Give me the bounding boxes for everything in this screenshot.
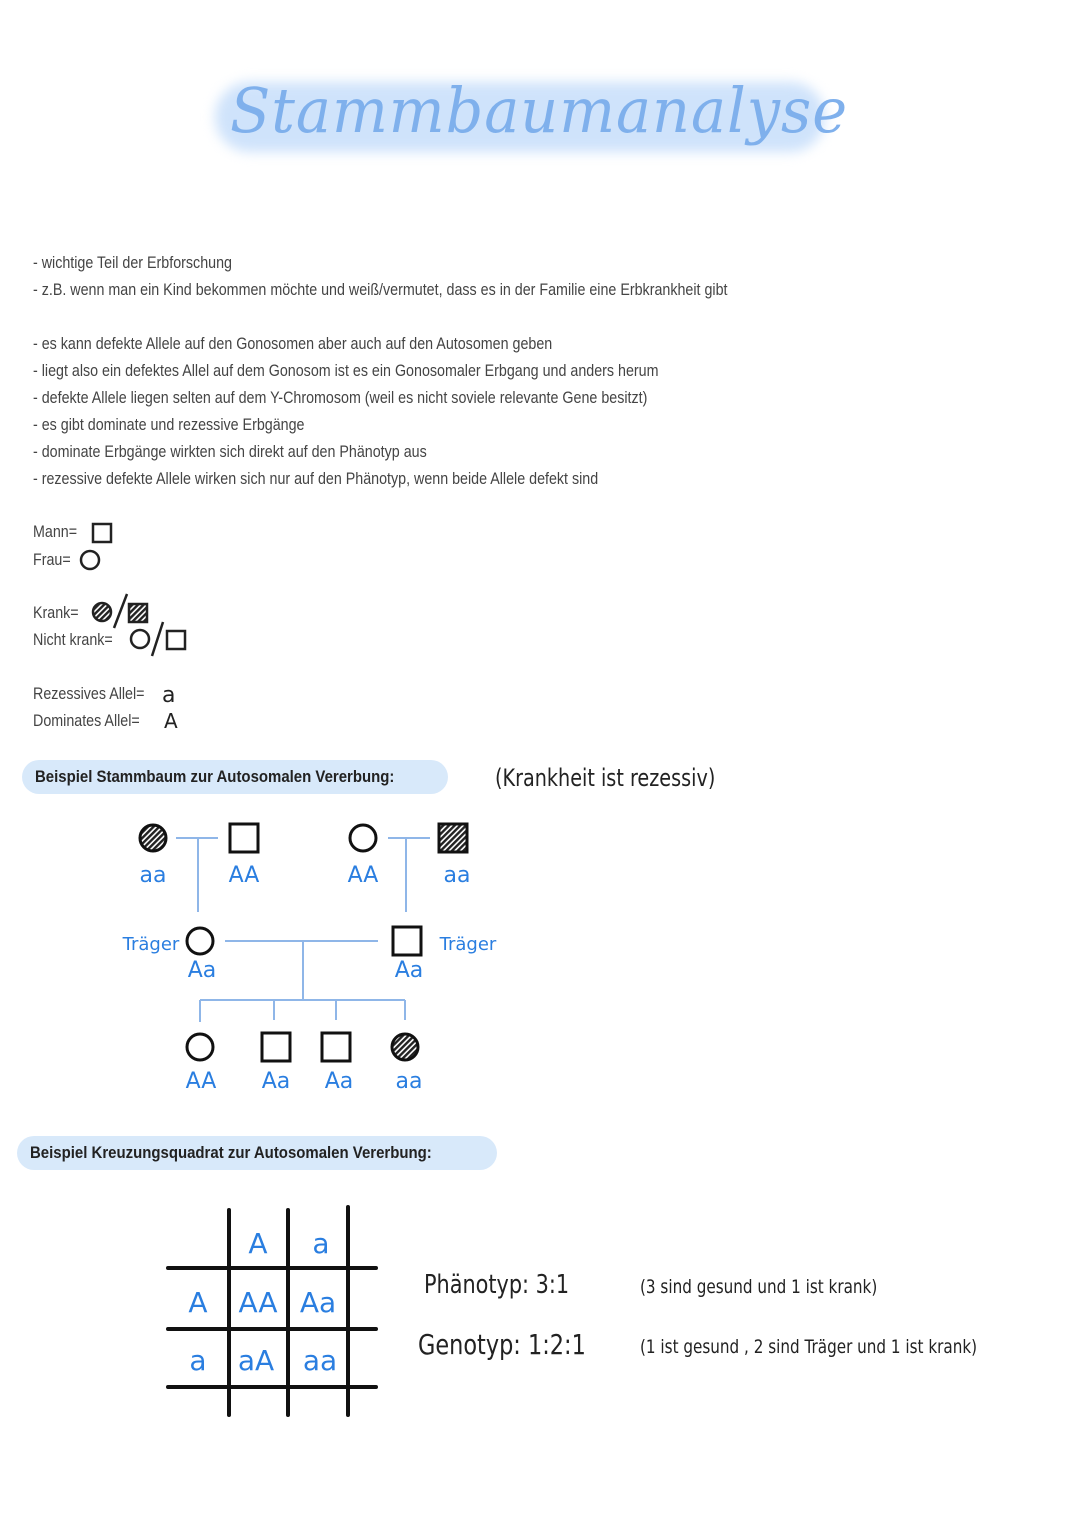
child-female: [187, 1034, 213, 1060]
fact-line: - liegt also ein defektes Allel auf dem Gonosom ist es ein Gonosomaler Erbgang und anders herum: [33, 361, 659, 380]
intro-line: - z.B. wenn man ein Kind bekommen möchte und weiß/vermutet, dass es in der Familie eine Erbkrankheit gibt: [33, 280, 728, 299]
legend-rezessiv: Rezessives Allel=: [33, 684, 145, 703]
punnett-heading: Beispiel Kreuzungsquadrat zur Autosomalen Vererbung:: [17, 1136, 497, 1170]
female-carrier: [187, 928, 213, 954]
genotype-note: (1 ist gesund , 2 sind Träger und 1 ist krank): [640, 1336, 978, 1358]
female-affected: [140, 825, 166, 851]
pedigree-note: (Krankheit ist rezessiv): [495, 764, 716, 792]
circle-icon: [81, 551, 99, 569]
child-female-affected: [392, 1034, 418, 1060]
fact-line: - defekte Allele liegen selten auf dem Y-Chromosom (weil es nicht soviele relevante Gene besitzt): [33, 388, 648, 407]
male-healthy: [230, 824, 258, 852]
pedigree-heading: Beispiel Stammbaum zur Autosomalen Vererbung:: [22, 760, 448, 794]
genotype-label: aa: [395, 1069, 423, 1094]
fact-line: - dominate Erbgänge wirkten sich direkt auf den Phänotyp aus: [33, 442, 427, 461]
genotype-label: aa: [139, 863, 167, 888]
male-carrier: [393, 927, 421, 955]
fact-line: - es gibt dominate und rezessive Erbgänge: [33, 415, 305, 434]
punnett-cell: AA: [238, 1286, 278, 1319]
genotype-label: AA: [185, 1069, 217, 1094]
child-male: [262, 1033, 290, 1061]
punnett-cell: Aa: [299, 1286, 337, 1319]
carrier-label: Träger: [439, 934, 497, 955]
slash-icon: [114, 594, 127, 628]
punnett-cell: aA: [237, 1344, 275, 1377]
carrier-label: Träger: [122, 934, 180, 955]
circle-icon: [131, 630, 149, 648]
intro-line: - wichtige Teil der Erbforschung: [33, 253, 232, 272]
phenotype-note: (3 sind gesund und 1 ist krank): [640, 1276, 878, 1298]
recessive-symbol: a: [162, 683, 176, 708]
genotype-label: aa: [443, 863, 471, 888]
punnett-row-header: A: [188, 1286, 208, 1319]
punnett-col-header: a: [312, 1227, 330, 1260]
genotype-label: Aa: [187, 958, 217, 983]
punnett-row-header: a: [189, 1344, 207, 1377]
legend-mann: Mann=: [33, 522, 78, 541]
male-affected: [439, 824, 467, 852]
phenotype-ratio: Phänotyp: 3:1: [424, 1270, 570, 1300]
child-male: [322, 1033, 350, 1061]
genotype-label: Aa: [324, 1069, 354, 1094]
legend-krank: Krank=: [33, 603, 79, 622]
punnett-cell: aa: [302, 1344, 338, 1377]
dominant-symbol: A: [164, 709, 178, 733]
genotype-label: AA: [347, 863, 379, 888]
fact-line: - es kann defekte Allele auf den Gonosomen aber auch auf den Autosomen geben: [33, 334, 553, 353]
legend-nicht-krank: Nicht krank=: [33, 630, 113, 649]
punnett-col-header: A: [248, 1227, 268, 1260]
title-text: Stammbaumanalyse: [230, 74, 849, 147]
hatched-square-icon: [129, 604, 147, 622]
genotype-label: Aa: [394, 958, 424, 983]
genotype-label: Aa: [261, 1069, 291, 1094]
square-icon: [93, 524, 111, 542]
legend-dominant: Dominates Allel=: [33, 711, 140, 730]
square-icon: [167, 631, 185, 649]
fact-line: - rezessive defekte Allele wirken sich nur auf den Phänotyp, wenn beide Allele defekt sind: [33, 469, 599, 488]
legend-frau: Frau=: [33, 550, 71, 569]
genotype-label: AA: [228, 863, 260, 888]
genotype-ratio: Genotyp: 1:2:1: [418, 1328, 586, 1361]
slash-icon: [152, 622, 163, 656]
hatched-circle-icon: [93, 603, 111, 621]
female-healthy: [350, 825, 376, 851]
